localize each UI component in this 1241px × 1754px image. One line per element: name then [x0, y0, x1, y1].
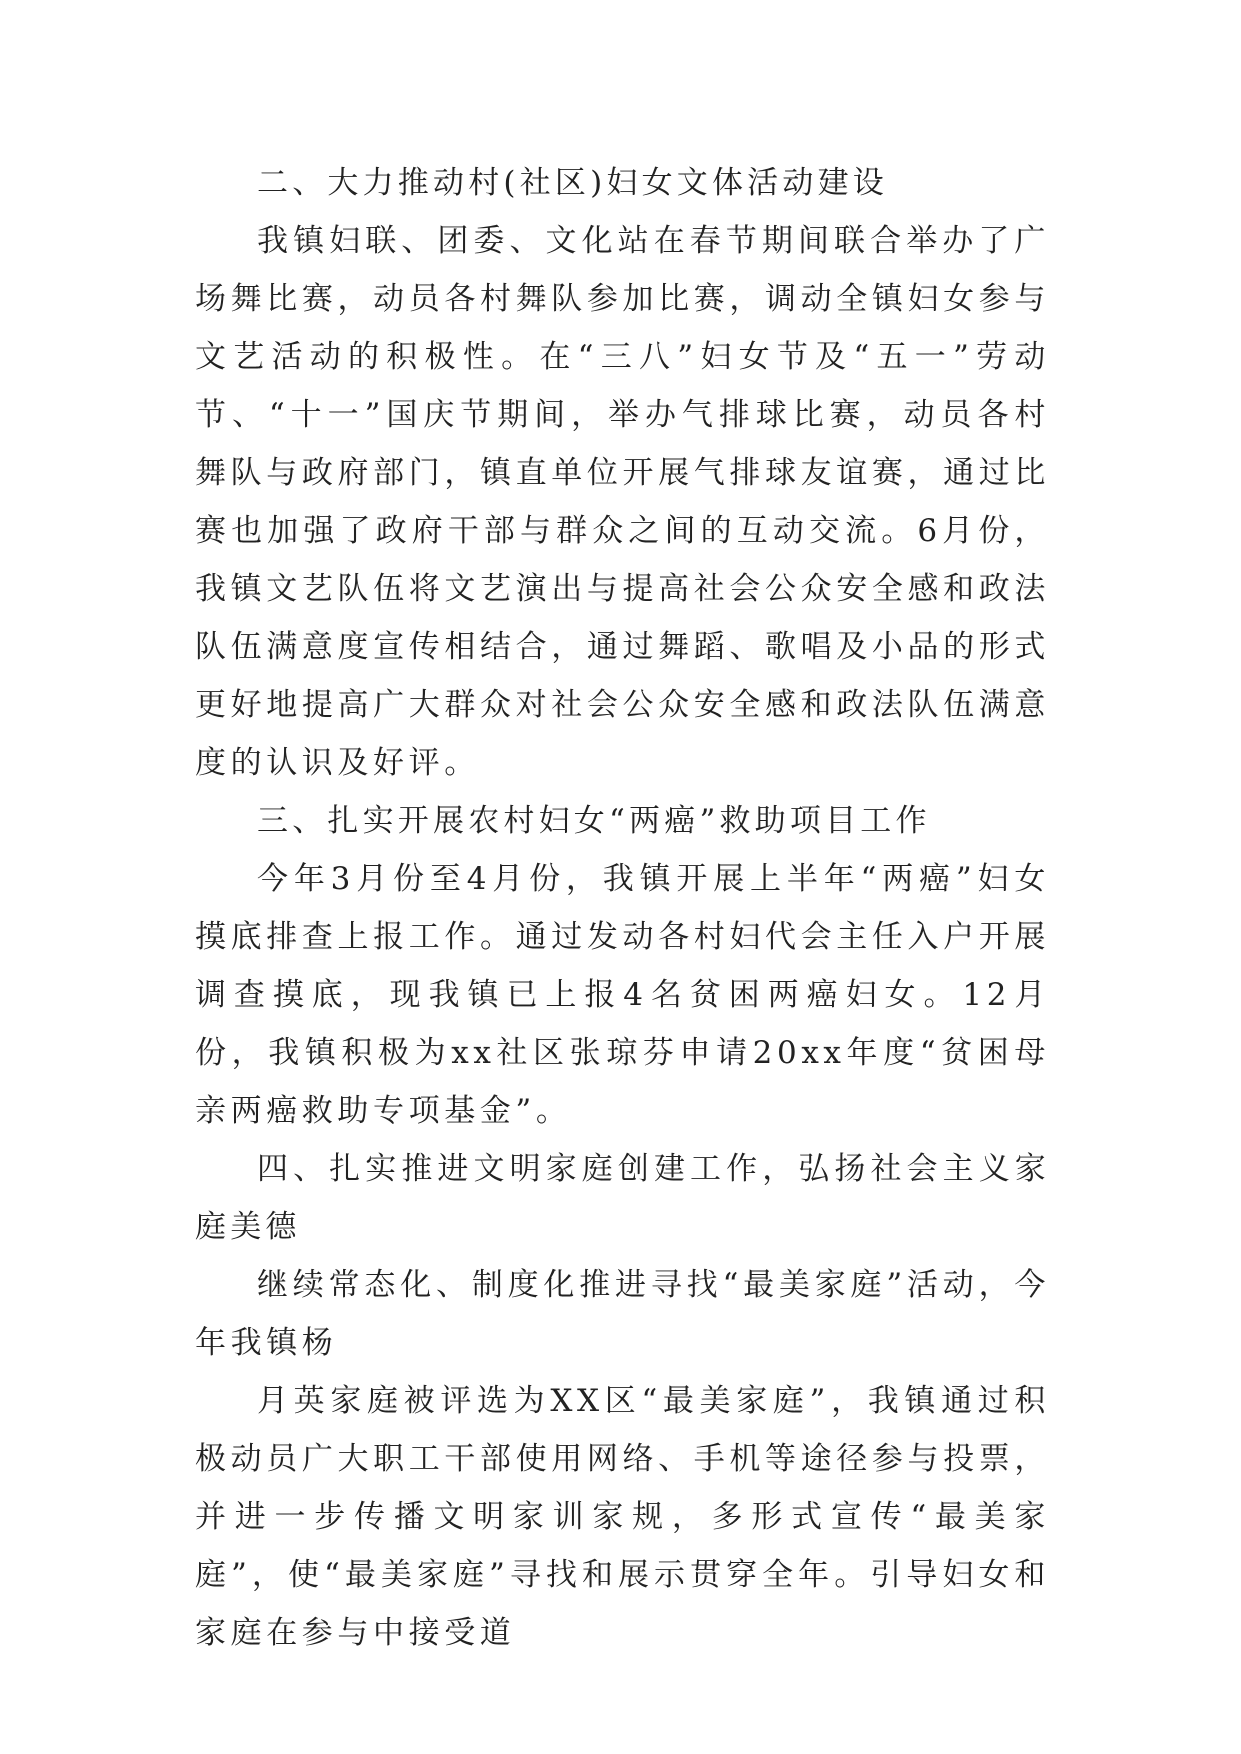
- section-heading-four: 四、扎实推进文明家庭创建工作，弘扬社会主义家庭美德: [195, 1151, 1050, 1245]
- section-three-paragraph: 今年3月份至4月份，我镇开展上半年“两癌”妇女摸底排查上报工作。通过发动各村妇代会主任入户开展调查摸底，现我镇已上报4名贫困两癌妇女。12月份，我镇积极为xx社区张琼芬申请20xx年度“贫困母亲两癌救助专项基金”。: [195, 861, 1050, 1129]
- section-four-paragraph-1: 继续常态化、制度化推进寻找“最美家庭”活动，今年我镇杨: [195, 1267, 1050, 1361]
- section-heading-three: 三、扎实开展农村妇女“两癌”救助项目工作: [257, 803, 931, 839]
- section-two-paragraph: 我镇妇联、团委、文化站在春节期间联合举办了广场舞比赛，动员各村舞队参加比赛，调动全镇妇女参与文艺活动的积极性。在“三八”妇女节及“五一”劳动节、“十一”国庆节期间，举办气排球比赛，动员各村舞队与政府部门，镇直单位开展气排球友谊赛，通过比赛也加强了政府干部与群众之间的互动交流。6月份，我镇文艺队伍将文艺演出与提高社会公众安全感和政法队伍满意度宣传相结合，通过舞蹈、歌唱及小品的形式更好地提高广大群众对社会公众安全感和政法队伍满意度的认识及好评。: [195, 223, 1050, 781]
- section-four-paragraph-2: 月英家庭被评选为XX区“最美家庭”，我镇通过积极动员广大职工干部使用网络、手机等途径参与投票，并进一步传播文明家训家规，多形式宣传“最美家庭”，使“最美家庭”寻找和展示贯穿全年。引导妇女和家庭在参与中接受道: [195, 1383, 1050, 1651]
- section-heading-two: 二、大力推动村(社区)妇女文体活动建设: [257, 165, 888, 201]
- document-body: [195, 154, 1050, 1662]
